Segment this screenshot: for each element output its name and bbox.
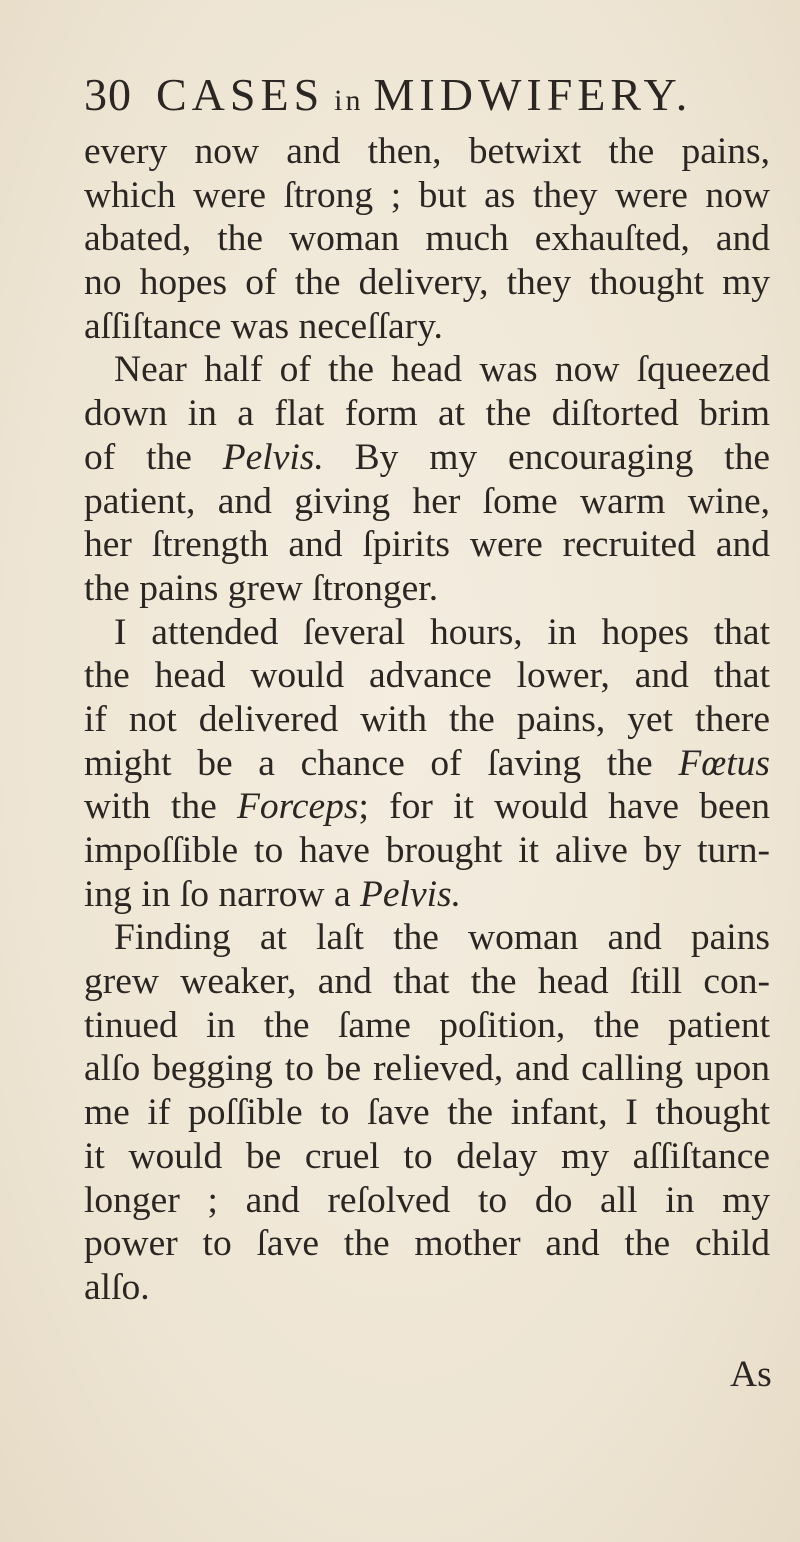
- header-title-in: in: [334, 84, 364, 117]
- text-line: impoſſible to have brought it alive by turn-: [84, 830, 770, 871]
- header-title-midwifery: MIDWIFERY.: [373, 69, 693, 120]
- body-text: [84, 130, 770, 1310]
- text-line: aſſiſtance was neceſſary.: [84, 305, 443, 347]
- running-header: [84, 68, 692, 121]
- text-line: it would be cruel to delay my aſſiſtance: [84, 1135, 770, 1177]
- text-line: tinued in the ſame poſition, the patient: [84, 1004, 770, 1046]
- text-line: I attended ſeveral hours, in hopes that: [114, 611, 770, 653]
- text-line: might be a chance of ſaving the Fœtus: [84, 742, 770, 784]
- text-line: no hopes of the delivery, they thought my: [84, 262, 770, 304]
- text-line: with the Forceps; for it would have been: [84, 786, 770, 828]
- text-line: power to ſave the mother and the child: [84, 1223, 770, 1265]
- header-title-cases: CASES: [156, 69, 325, 120]
- text-line: alſo begging to be relieved, and calling upon: [84, 1048, 770, 1090]
- text-line: longer ; and reſolved to do all in my: [84, 1179, 770, 1221]
- text-line: down in a flat form at the diſtorted brim: [84, 393, 770, 435]
- text-line: alſo.: [84, 1266, 150, 1308]
- text-line: which were ſtrong ; but as they were now: [84, 174, 770, 216]
- text-line: the head would advance lower, and that: [84, 655, 770, 697]
- text-line: of the Pelvis. By my encouraging the: [84, 436, 770, 478]
- text-line: if not delivered with the pains, yet there: [84, 698, 770, 740]
- text-line: grew weaker, and that the head ſtill con-: [84, 961, 770, 1003]
- text-line: ing in ſo narrow a Pelvis.: [84, 873, 461, 915]
- text-line: abated, the woman much exhauſted, and: [84, 218, 770, 260]
- text-line: every now and then, betwixt the pains,: [84, 131, 770, 172]
- page-number: 30: [84, 69, 132, 120]
- text-line: patient, and giving her ſome warm wine,: [84, 480, 770, 522]
- text-line: the pains grew ſtronger.: [84, 567, 439, 609]
- text-line: Near half of the head was now ſqueezed: [114, 349, 770, 391]
- text-line: me if poſſible to ſave the infant, I thought: [84, 1092, 770, 1134]
- catchword: As: [730, 1354, 772, 1395]
- text-line: her ſtrength and ſpirits were recruited and: [84, 524, 770, 566]
- text-line: Finding at laſt the woman and pains: [114, 917, 770, 959]
